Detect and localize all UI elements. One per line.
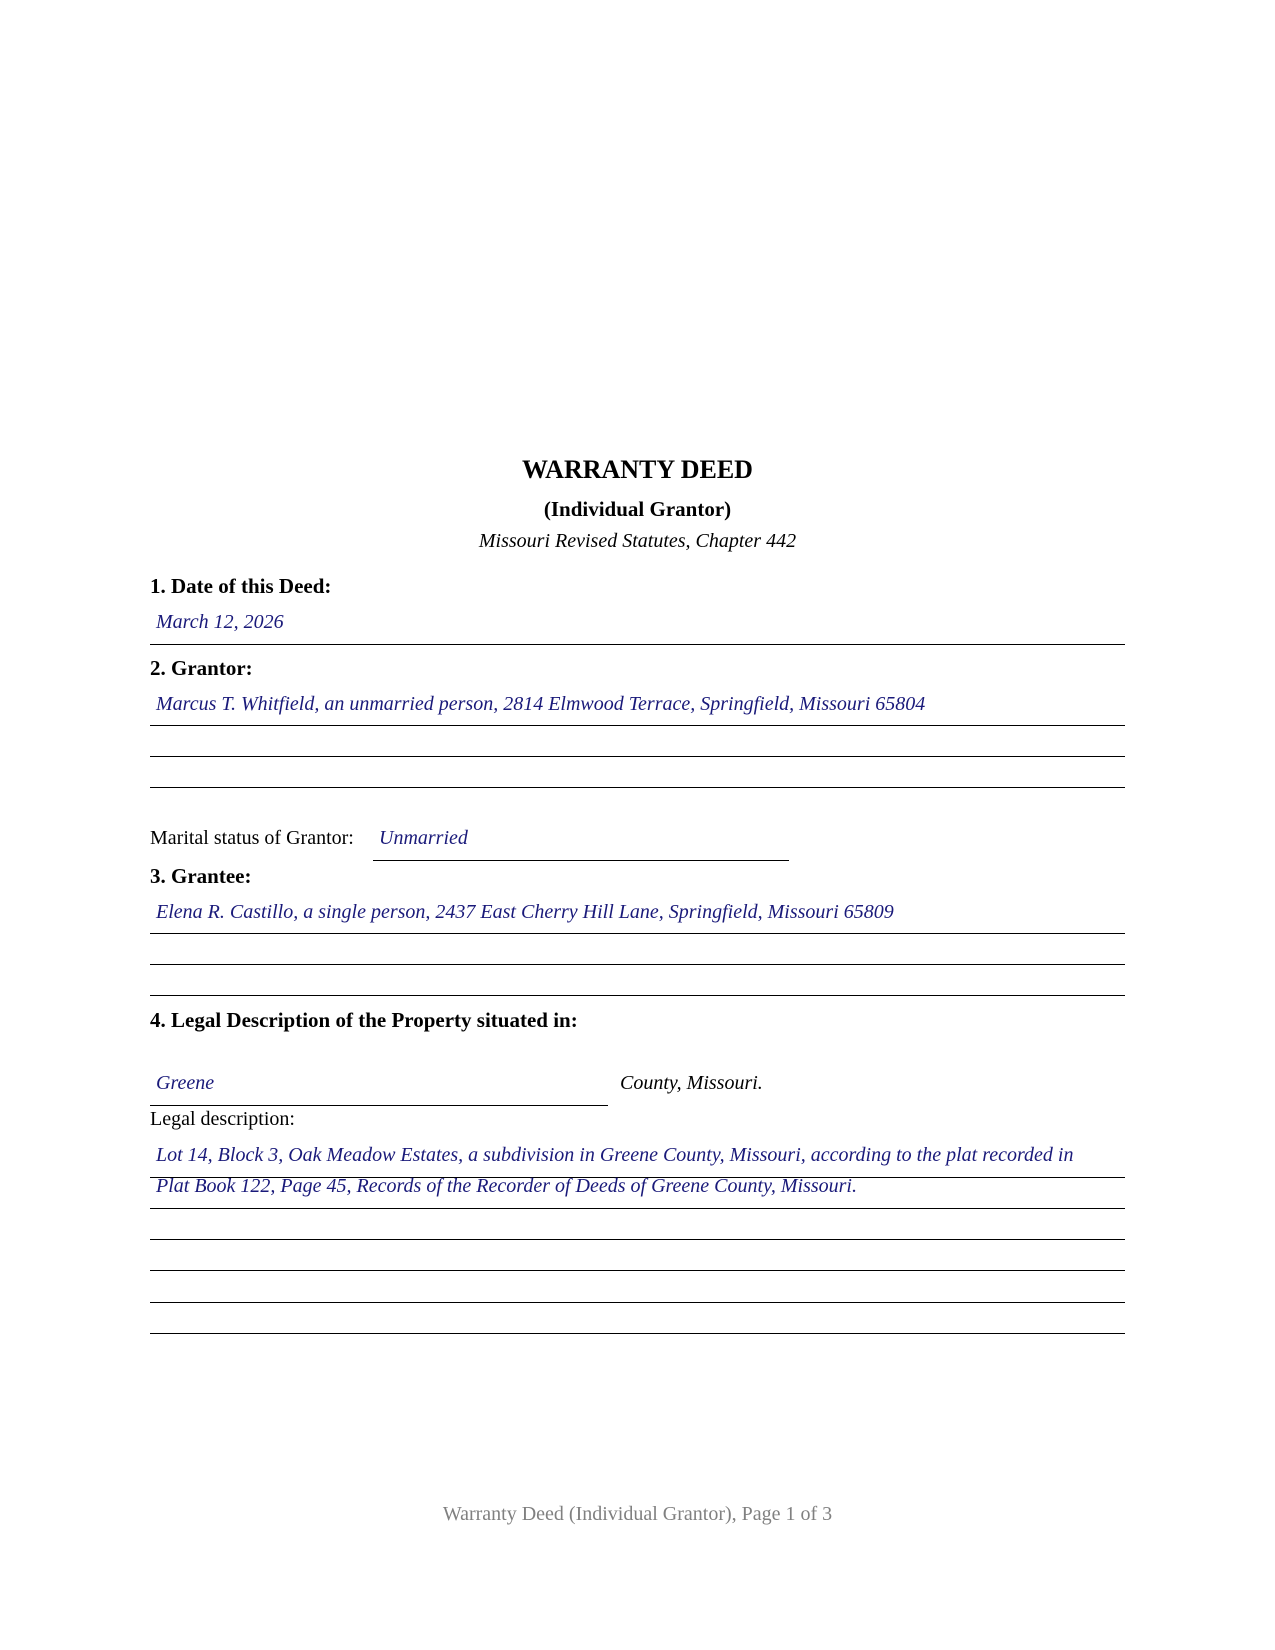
marital-status-line: [373, 860, 789, 861]
grantor-field-line-3: [150, 787, 1125, 788]
legal-description-line-2-value[interactable]: Plat Book 122, Page 45, Records of the Recorder of Deeds of Greene County, Missouri.: [156, 1175, 857, 1197]
grantee-field-value[interactable]: Elena R. Castillo, a single person, 2437 East Cherry Hill Lane, Springfield, Missouri 65809: [156, 901, 894, 923]
legal-description-rule-2: [150, 1208, 1125, 1209]
grantee-heading: 3. Grantee:: [150, 864, 252, 888]
grantor-field-line-2: [150, 756, 1125, 757]
statute-reference: Missouri Revised Statutes, Chapter 442: [478, 530, 797, 552]
grantor-heading: 2. Grantor:: [150, 656, 253, 680]
legal-description-rule-6: [150, 1333, 1125, 1334]
grantor-field-value[interactable]: Marcus T. Whitfield, an unmarried person, 2814 Elmwood Terrace, Springfield, Missouri 65804: [156, 693, 926, 715]
legal-description-line-1-value[interactable]: Lot 14, Block 3, Oak Meadow Estates, a subdivision in Greene County, Missouri, according to the plat recorded in: [156, 1144, 1074, 1166]
legal-description-rule-5: [150, 1302, 1125, 1303]
county-field-value[interactable]: Greene: [156, 1072, 215, 1094]
date-field-line: [150, 644, 1125, 645]
date-field-value[interactable]: March 12, 2026: [156, 611, 284, 633]
marital-status-value[interactable]: Unmarried: [379, 827, 468, 849]
marital-status-label: Marital status of Grantor:: [150, 827, 354, 849]
grantee-field-line-2: [150, 964, 1125, 965]
legal-description-rule-3: [150, 1239, 1125, 1240]
date-heading: 1. Date of this Deed:: [150, 574, 332, 598]
grantee-field-line-3: [150, 995, 1125, 996]
legal-description-rule-4: [150, 1270, 1125, 1271]
document-subtitle: (Individual Grantor): [543, 497, 732, 521]
legal-description-label: Legal description:: [150, 1108, 295, 1130]
document-title: WARRANTY DEED: [522, 455, 753, 484]
grantor-field-line-1: [150, 725, 1125, 726]
page-footer: Warranty Deed (Individual Grantor), Page 1 of 3: [442, 1503, 833, 1525]
grantee-field-line-1: [150, 933, 1125, 934]
county-suffix: County, Missouri.: [620, 1072, 763, 1094]
property-heading: 4. Legal Description of the Property situated in:: [150, 1008, 578, 1032]
